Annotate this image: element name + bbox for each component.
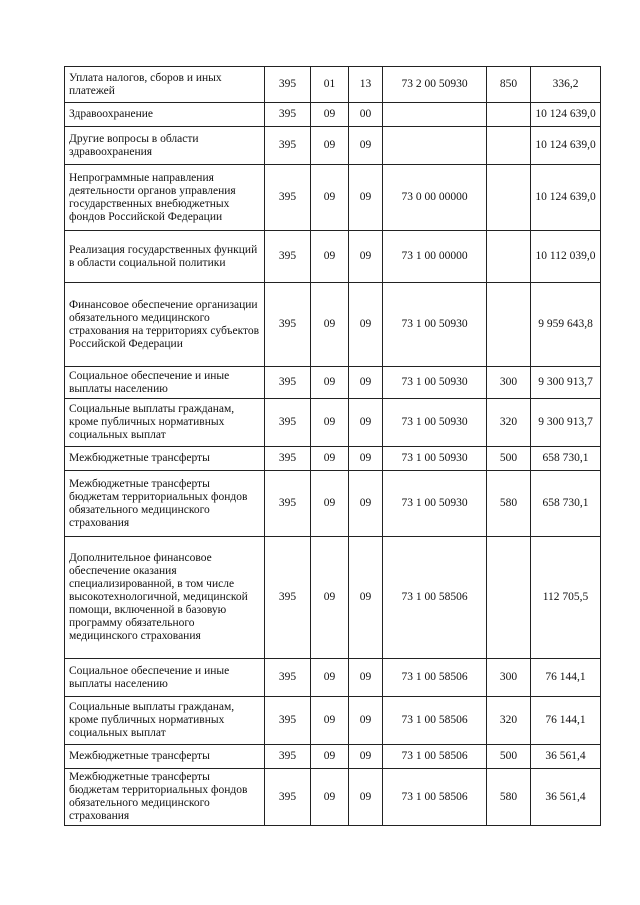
row-amount-cell: 10 124 639,0: [531, 165, 601, 231]
row-expense-type-cell: 500: [487, 447, 531, 471]
table-row: [65, 367, 601, 399]
row-name-cell: Финансовое обеспечение организации обязательного медицинского страхования на территориях субъектов Российской Федерации: [65, 283, 265, 367]
row-expense-type-cell: 320: [487, 399, 531, 447]
row-expense-type-cell: 580: [487, 471, 531, 537]
row-name-cell: Межбюджетные трансферты: [65, 447, 265, 471]
row-amount-cell: 76 144,1: [531, 659, 601, 697]
row-name-cell: Межбюджетные трансферты бюджетам территориальных фондов обязательного медицинского страхования: [65, 471, 265, 537]
row-grbs-cell: 395: [265, 471, 311, 537]
table-row: [65, 231, 601, 283]
row-section-cell: 09: [311, 745, 349, 769]
row-amount-cell: 9 300 913,7: [531, 367, 601, 399]
row-grbs-cell: 395: [265, 399, 311, 447]
table-row: [65, 697, 601, 745]
row-subsection-cell: 09: [349, 745, 383, 769]
row-name-cell: Непрограммные направления деятельности органов управления государственных внебюджетных фондов Российской Федерации: [65, 165, 265, 231]
table-row: [65, 127, 601, 165]
row-subsection-cell: 00: [349, 103, 383, 127]
row-expense-type-cell: [487, 127, 531, 165]
table-row: [65, 769, 601, 826]
row-name-cell: Уплата налогов, сборов и иных платежей: [65, 67, 265, 103]
row-section-cell: 09: [311, 697, 349, 745]
row-amount-cell: 10 124 639,0: [531, 127, 601, 165]
budget-table: [64, 66, 601, 826]
row-grbs-cell: 395: [265, 283, 311, 367]
row-amount-cell: 658 730,1: [531, 471, 601, 537]
row-name-cell: Социальные выплаты гражданам, кроме публичных нормативных социальных выплат: [65, 399, 265, 447]
row-expense-type-cell: [487, 537, 531, 659]
row-grbs-cell: 395: [265, 447, 311, 471]
row-section-cell: 09: [311, 659, 349, 697]
row-name-cell: Реализация государственных функций в области социальной политики: [65, 231, 265, 283]
table-row: [65, 283, 601, 367]
row-subsection-cell: 09: [349, 769, 383, 826]
row-section-cell: 09: [311, 231, 349, 283]
row-expense-type-cell: 300: [487, 659, 531, 697]
row-section-cell: 09: [311, 399, 349, 447]
row-amount-cell: 112 705,5: [531, 537, 601, 659]
row-target-article-cell: 73 0 00 00000: [383, 165, 487, 231]
row-target-article-cell: 73 1 00 58506: [383, 769, 487, 826]
row-subsection-cell: 09: [349, 697, 383, 745]
row-section-cell: 09: [311, 447, 349, 471]
row-section-cell: 09: [311, 165, 349, 231]
row-expense-type-cell: [487, 231, 531, 283]
table-row: [65, 103, 601, 127]
row-target-article-cell: [383, 127, 487, 165]
row-subsection-cell: 09: [349, 659, 383, 697]
row-section-cell: 09: [311, 103, 349, 127]
row-expense-type-cell: 850: [487, 67, 531, 103]
row-target-article-cell: 73 1 00 00000: [383, 231, 487, 283]
row-section-cell: 09: [311, 769, 349, 826]
row-subsection-cell: 09: [349, 231, 383, 283]
row-name-cell: Межбюджетные трансферты: [65, 745, 265, 769]
table-row: [65, 67, 601, 103]
row-expense-type-cell: [487, 283, 531, 367]
row-target-article-cell: 73 1 00 50930: [383, 399, 487, 447]
row-name-cell: Социальное обеспечение и иные выплаты населению: [65, 367, 265, 399]
row-subsection-cell: 09: [349, 537, 383, 659]
row-amount-cell: 10 124 639,0: [531, 103, 601, 127]
row-expense-type-cell: 500: [487, 745, 531, 769]
row-amount-cell: 10 112 039,0: [531, 231, 601, 283]
row-grbs-cell: 395: [265, 127, 311, 165]
row-name-cell: Здравоохранение: [65, 103, 265, 127]
row-section-cell: 09: [311, 537, 349, 659]
row-target-article-cell: 73 1 00 58506: [383, 745, 487, 769]
row-subsection-cell: 09: [349, 283, 383, 367]
row-name-cell: Социальное обеспечение и иные выплаты населению: [65, 659, 265, 697]
row-grbs-cell: 395: [265, 659, 311, 697]
row-expense-type-cell: [487, 103, 531, 127]
row-section-cell: 09: [311, 471, 349, 537]
row-subsection-cell: 09: [349, 399, 383, 447]
row-grbs-cell: 395: [265, 745, 311, 769]
row-amount-cell: 36 561,4: [531, 769, 601, 826]
row-expense-type-cell: 320: [487, 697, 531, 745]
row-target-article-cell: 73 1 00 50930: [383, 471, 487, 537]
row-amount-cell: 9 300 913,7: [531, 399, 601, 447]
row-amount-cell: 336,2: [531, 67, 601, 103]
row-section-cell: 09: [311, 127, 349, 165]
table-row: [65, 165, 601, 231]
table-row: [65, 447, 601, 471]
table-row: [65, 745, 601, 769]
row-target-article-cell: 73 1 00 58506: [383, 697, 487, 745]
row-target-article-cell: 73 1 00 50930: [383, 367, 487, 399]
row-grbs-cell: 395: [265, 697, 311, 745]
row-amount-cell: 76 144,1: [531, 697, 601, 745]
row-amount-cell: 658 730,1: [531, 447, 601, 471]
row-target-article-cell: 73 2 00 50930: [383, 67, 487, 103]
row-name-cell: Социальные выплаты гражданам, кроме публичных нормативных социальных выплат: [65, 697, 265, 745]
row-name-cell: Дополнительное финансовое обеспечение оказания специализированной, в том числе высокотехнологичной, медицинской помощи, включенной в базовую программу обязательного медицинского страхования: [65, 537, 265, 659]
row-subsection-cell: 09: [349, 447, 383, 471]
row-subsection-cell: 13: [349, 67, 383, 103]
row-grbs-cell: 395: [265, 165, 311, 231]
row-section-cell: 01: [311, 67, 349, 103]
row-target-article-cell: 73 1 00 50930: [383, 283, 487, 367]
row-amount-cell: 36 561,4: [531, 745, 601, 769]
table-row: [65, 399, 601, 447]
row-grbs-cell: 395: [265, 67, 311, 103]
row-section-cell: 09: [311, 283, 349, 367]
row-grbs-cell: 395: [265, 769, 311, 826]
row-grbs-cell: 395: [265, 367, 311, 399]
row-subsection-cell: 09: [349, 367, 383, 399]
row-target-article-cell: 73 1 00 58506: [383, 537, 487, 659]
row-section-cell: 09: [311, 367, 349, 399]
table-row: [65, 659, 601, 697]
table-row: [65, 537, 601, 659]
table-row: [65, 471, 601, 537]
row-target-article-cell: 73 1 00 58506: [383, 659, 487, 697]
row-subsection-cell: 09: [349, 471, 383, 537]
row-expense-type-cell: [487, 165, 531, 231]
row-target-article-cell: [383, 103, 487, 127]
row-grbs-cell: 395: [265, 231, 311, 283]
row-name-cell: Межбюджетные трансферты бюджетам территориальных фондов обязательного медицинского страхования: [65, 769, 265, 826]
row-expense-type-cell: 580: [487, 769, 531, 826]
row-expense-type-cell: 300: [487, 367, 531, 399]
row-subsection-cell: 09: [349, 165, 383, 231]
row-grbs-cell: 395: [265, 537, 311, 659]
row-subsection-cell: 09: [349, 127, 383, 165]
row-amount-cell: 9 959 643,8: [531, 283, 601, 367]
budget-table-body: [65, 67, 601, 826]
row-name-cell: Другие вопросы в области здравоохранения: [65, 127, 265, 165]
row-grbs-cell: 395: [265, 103, 311, 127]
row-target-article-cell: 73 1 00 50930: [383, 447, 487, 471]
